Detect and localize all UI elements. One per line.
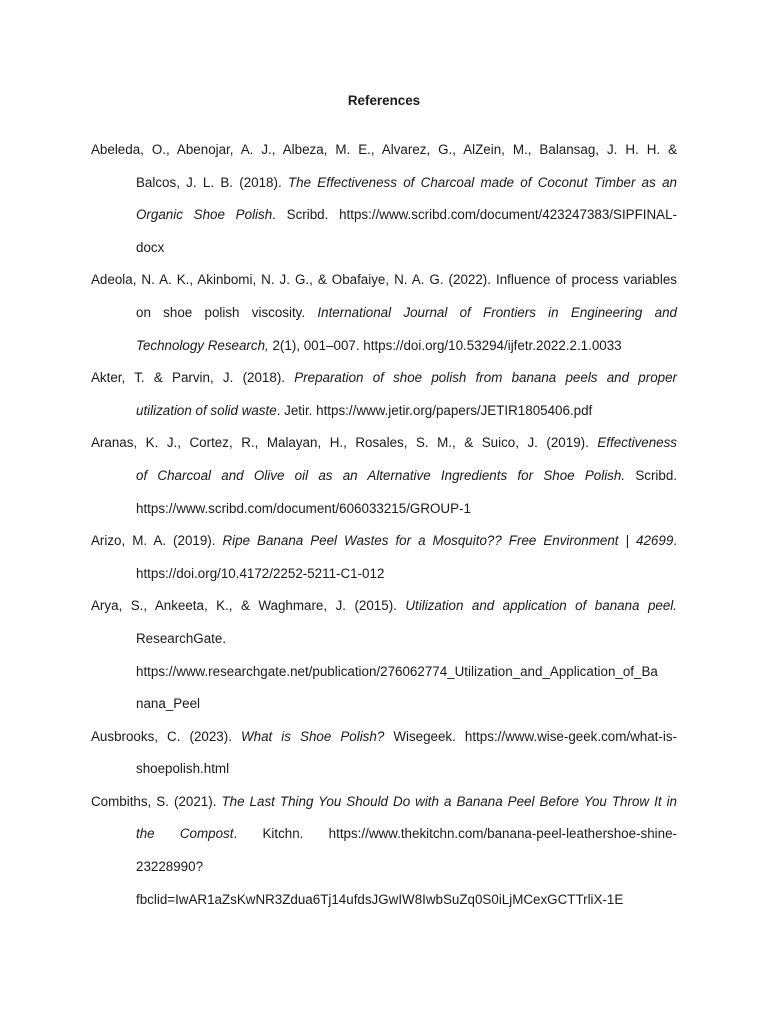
reference-text: 2(1), 001–007. https://doi.org/10.53294/ijfetr.2022.2.1.0033 xyxy=(268,337,622,353)
reference-line xyxy=(0,264,768,297)
reference-entry xyxy=(0,525,768,590)
reference-line xyxy=(0,558,768,591)
reference-title-text: the Compost xyxy=(136,826,234,842)
reference-entry xyxy=(0,264,768,362)
reference-title-text: The Effectiveness of Charcoal made of Coconut Timber as an xyxy=(287,174,677,190)
reference-line xyxy=(0,427,768,460)
reference-title-text: of Charcoal and Olive oil as an Alternative Ingredients for Shoe Polish. xyxy=(136,467,626,483)
reference-list xyxy=(0,134,768,916)
reference-text: nana_Peel xyxy=(136,696,201,712)
reference-line xyxy=(0,330,768,363)
reference-line xyxy=(0,590,768,623)
reference-text: Wisegeek. https://www.wise-geek.com/what-is- xyxy=(384,728,677,744)
reference-line xyxy=(0,818,768,851)
reference-text: https://www.researchgate.net/publication/276062774_Utilization_and_Application_of_Ba xyxy=(136,663,658,679)
reference-line xyxy=(0,297,768,330)
reference-text: Ausbrooks, C. (2023). xyxy=(91,728,241,744)
reference-line xyxy=(0,493,768,526)
reference-text: on shoe polish viscosity. xyxy=(136,304,318,320)
reference-text: shoepolish.html xyxy=(136,761,230,777)
reference-line xyxy=(0,134,768,167)
reference-text: . xyxy=(673,533,677,549)
reference-title-text: Technology Research, xyxy=(136,337,269,353)
reference-line xyxy=(0,199,768,232)
reference-text: docx xyxy=(136,239,165,255)
reference-entry xyxy=(0,786,768,916)
reference-line xyxy=(0,167,768,200)
reference-text: . Scribd. https://www.scribd.com/document/423247383/SIPFINAL- xyxy=(272,207,677,223)
reference-line xyxy=(0,623,768,656)
reference-line xyxy=(0,884,768,917)
reference-title-text: Utilization and application of banana peel. xyxy=(405,598,678,614)
reference-title-text: Organic Shoe Polish xyxy=(136,207,273,223)
reference-line xyxy=(0,753,768,786)
reference-line xyxy=(0,362,768,395)
reference-text: https://doi.org/10.4172/2252-5211-C1-012 xyxy=(136,565,385,581)
reference-text: ResearchGate. xyxy=(136,630,227,646)
reference-entry xyxy=(0,590,768,720)
reference-text: fbclid=IwAR1aZsKwNR3Zdua6Tj14ufdsJGwIW8IwbSuZq0S0iLjMCexGCTTrliX-1E xyxy=(136,891,624,907)
reference-text: Akter, T. & Parvin, J. (2018). xyxy=(91,370,295,386)
reference-line xyxy=(0,395,768,428)
reference-title-text: Preparation of shoe polish from banana peels and proper xyxy=(294,370,677,386)
reference-entry xyxy=(0,427,768,525)
reference-title-text: The Last Thing You Should Do with a Banana Peel Before You Throw It in xyxy=(221,793,677,809)
reference-text: Adeola, N. A. K., Akinbomi, N. J. G., & Obafaiye, N. A. G. (2022). Influence of process variables xyxy=(91,272,677,288)
reference-line xyxy=(0,232,768,265)
reference-title-text: International Journal of Frontiers in Engineering and xyxy=(317,304,677,320)
reference-text: Arya, S., Ankeeta, K., & Waghmare, J. (2015). xyxy=(91,598,406,614)
reference-title-text: Ripe Banana Peel Wastes for a Mosquito?? Free Environment | 42699 xyxy=(222,533,674,549)
reference-line xyxy=(0,460,768,493)
reference-text: . Kitchn. https://www.thekitchn.com/banana-peel-leathershoe-shine- xyxy=(233,826,677,842)
reference-text: Combiths, S. (2021). xyxy=(91,793,222,809)
reference-line xyxy=(0,786,768,819)
reference-entry xyxy=(0,362,768,427)
reference-text: Aranas, K. J., Cortez, R., Malayan, H., Rosales, S. M., & Suico, J. (2019). xyxy=(91,435,598,451)
reference-line xyxy=(0,656,768,689)
reference-line xyxy=(0,851,768,884)
reference-text: . Jetir. https://www.jetir.org/papers/JETIR1805406.pdf xyxy=(276,402,593,418)
reference-line xyxy=(0,688,768,721)
reference-title-text: utilization of solid waste xyxy=(136,402,277,418)
reference-text: Scribd. xyxy=(625,467,678,483)
page-title: References xyxy=(347,93,421,108)
reference-line xyxy=(0,721,768,754)
reference-text: 23228990? xyxy=(136,859,204,875)
reference-text: Arizo, M. A. (2019). xyxy=(91,533,223,549)
reference-text: Balcos, J. L. B. (2018). xyxy=(136,174,288,190)
reference-text: Abeleda, O., Abenojar, A. J., Albeza, M. E., Alvarez, G., AlZein, M., Balansag, J. H. H. & xyxy=(91,142,677,157)
reference-title-text: Effectiveness xyxy=(597,435,677,451)
reference-entry xyxy=(0,134,768,264)
reference-text: https://www.scribd.com/document/606033215/GROUP-1 xyxy=(136,500,471,516)
reference-entry xyxy=(0,721,768,786)
reference-title-text: What is Shoe Polish? xyxy=(240,728,385,744)
reference-line xyxy=(0,525,768,558)
